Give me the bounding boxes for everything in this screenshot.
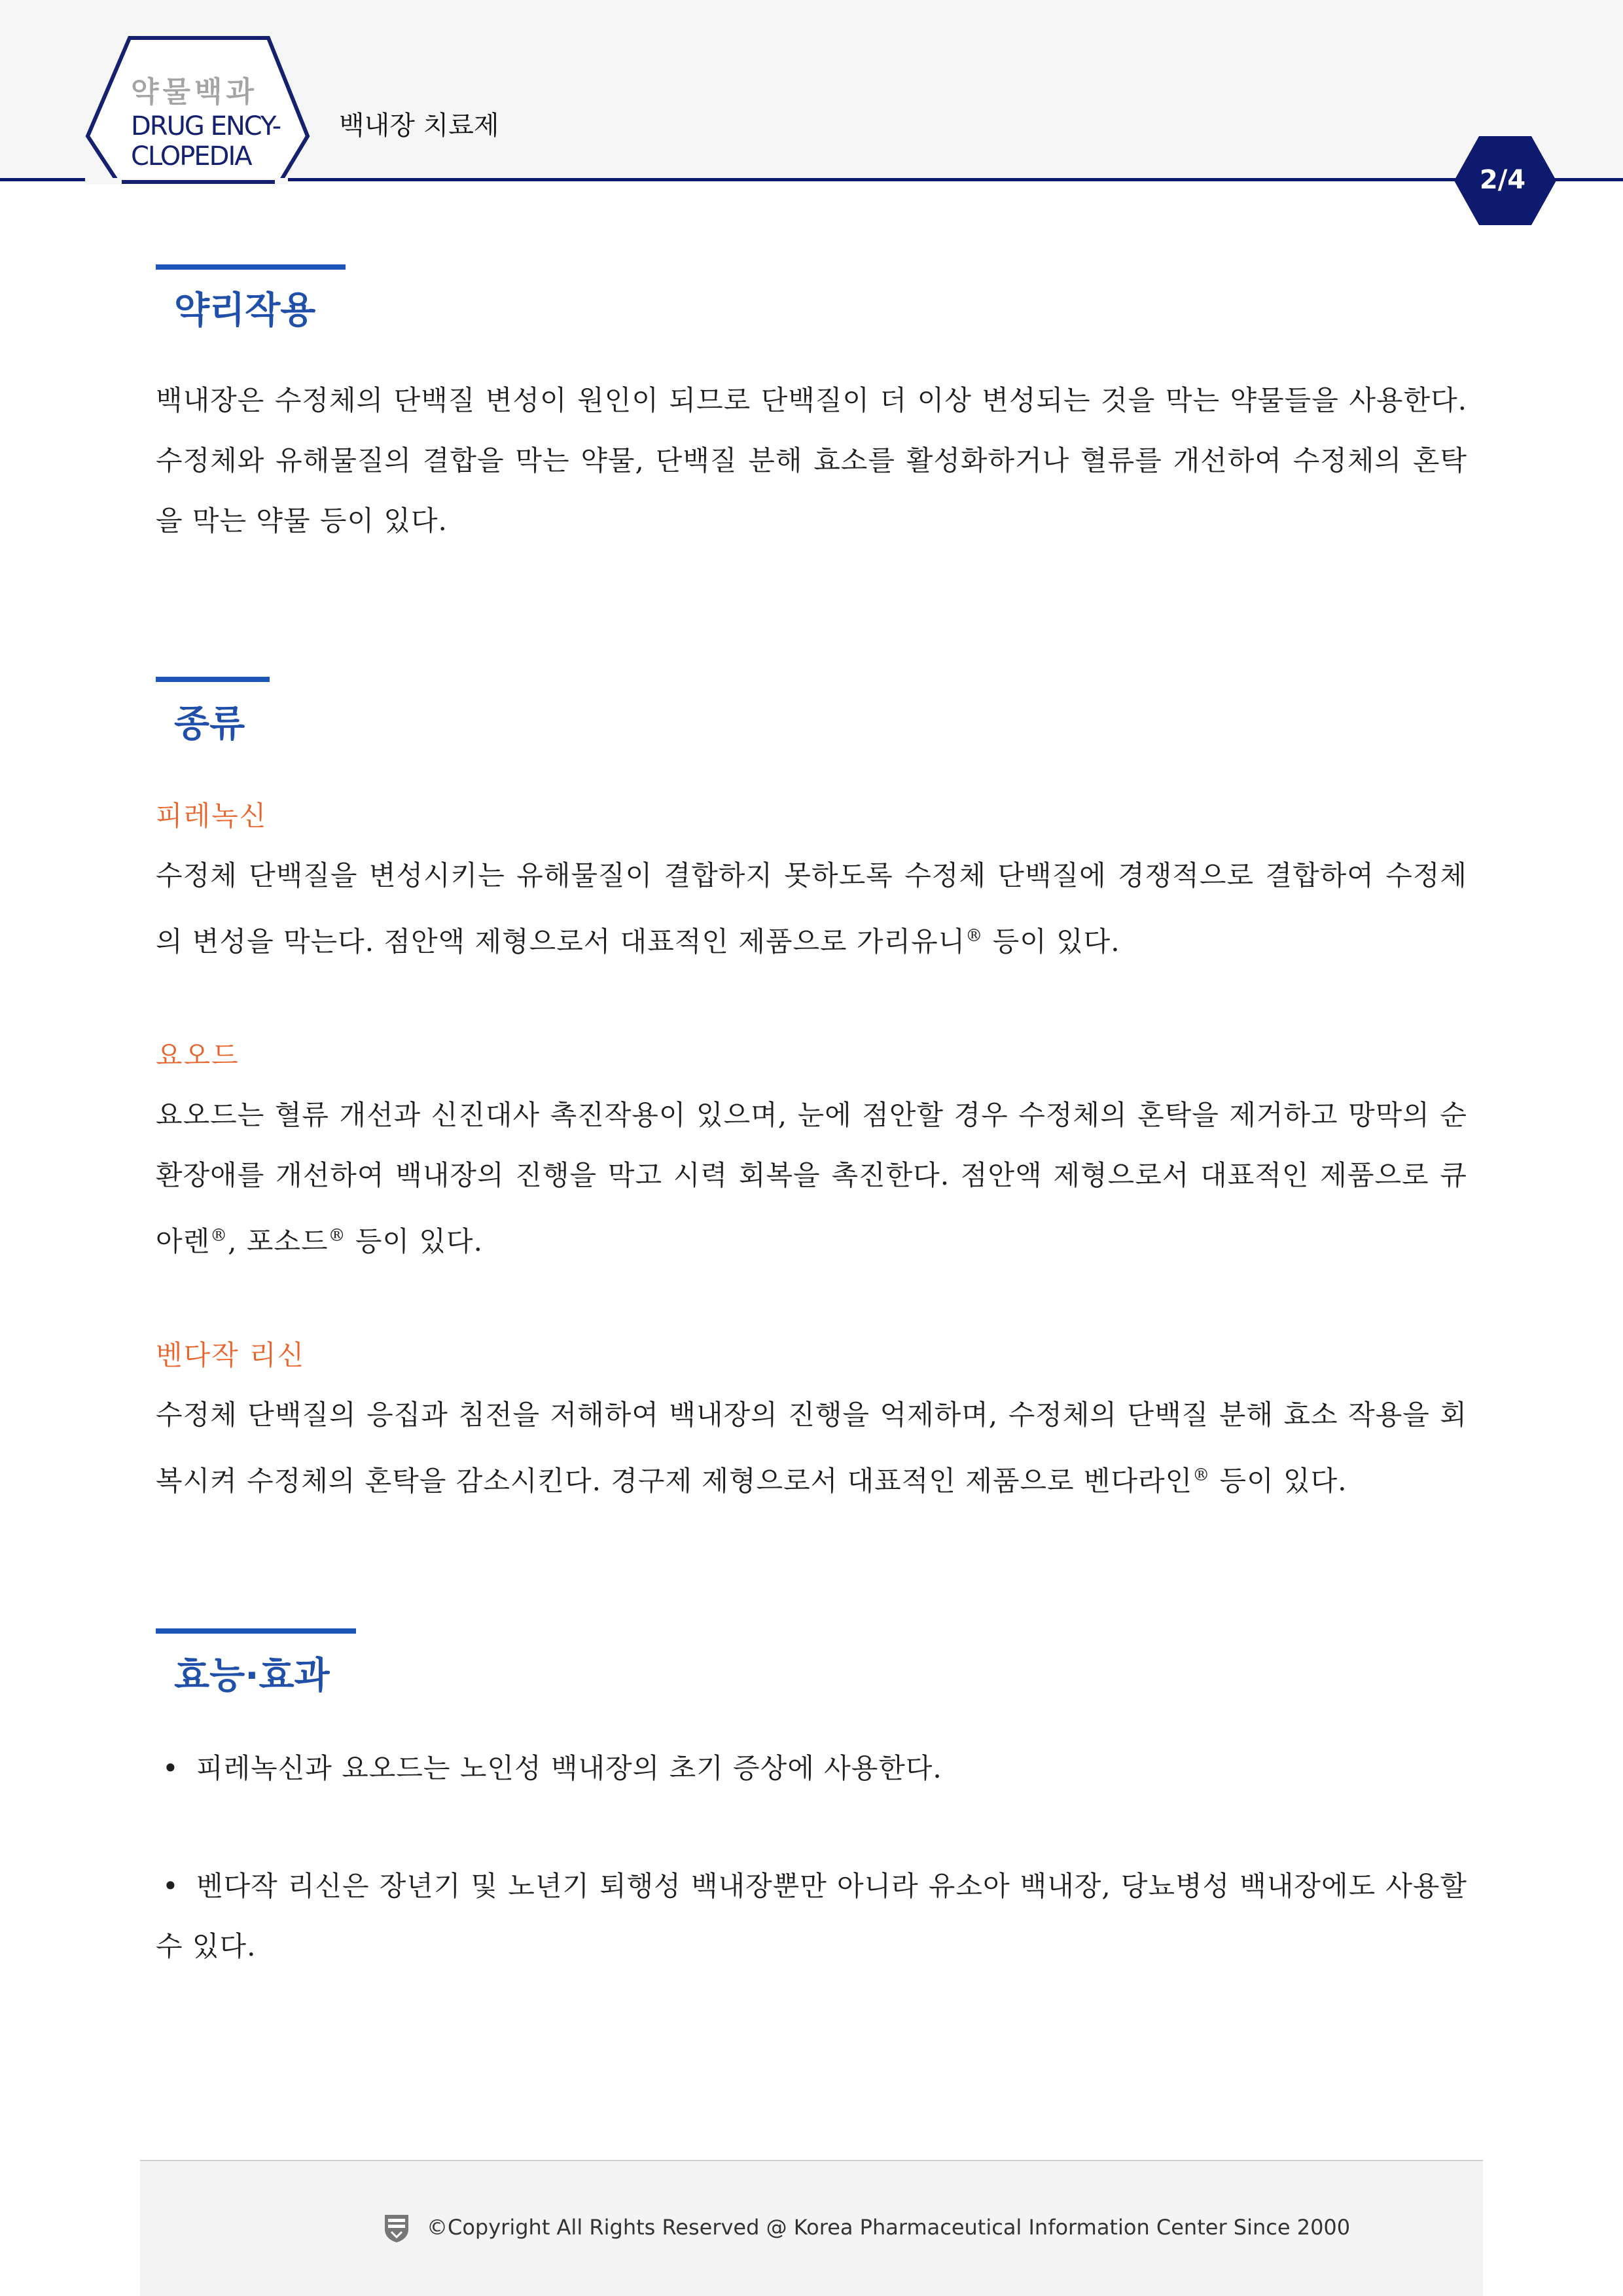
section-accent-bar <box>156 1628 356 1634</box>
logo-english-line1: DRUG ENCY- <box>131 111 281 141</box>
subheading-iodine: 요오드 <box>156 1039 240 1071</box>
iodine-paragraph: 요오드는 혈류 개선과 신진대사 촉진작용이 있으며, 눈에 점안할 경우 수정체의 혼탁을 제거하고 망막의 순환장애를 개선하여 백내장의 진행을 막고 시력 회복을 촉진한다. 점안액 제형으로서 대표적인 제품으로 큐아렌®, 포소드® 등이 있다. <box>156 1099 1467 1257</box>
bendazac-paragraph: 수정체 단백질의 응집과 침전을 저해하여 백내장의 진행을 억제하며, 수정체의 단백질 분해 효소 작용을 회복시켜 수정체의 혼탁을 감소시킨다. 경구제 제형으로서 대표적인 제품으로 벤다라인® 등이 있다. <box>156 1399 1467 1497</box>
pirenoxine-paragraph: 수정체 단백질을 변성시키는 유해물질이 결합하지 못하도록 수정체 단백질에 경쟁적으로 결합하여 수정체의 변성을 막는다. 점안액 제형으로서 대표적인 제품으로 가리유니® 등이 있다. <box>156 859 1467 958</box>
registered-mark: ® <box>965 926 984 946</box>
page-number: 2/4 <box>1479 165 1526 195</box>
section-title-pharmacology: 약리작용 <box>174 289 316 332</box>
footer-copyright: ©Copyright All Rights Reserved @ Korea Pharmaceutical Information Center Since 2000 <box>427 2215 1351 2240</box>
section-accent-bar <box>156 677 270 682</box>
pharmacology-paragraph: 백내장은 수정체의 단백질 변성이 원인이 되므로 단백질이 더 이상 변성되는 것을 막는 약물들을 사용한다. 수정체와 유해물질의 결합을 막는 약물, 단백질 분해 효소를 활성화하거나 혈류를 개선하여 수정체의 혼탁을 막는 약물 등이 있다. <box>156 384 1467 537</box>
section-title-types: 종류 <box>174 703 245 745</box>
logo-korean-text: 약물백과 <box>131 75 259 109</box>
logo-english-line2: CLOPEDIA <box>131 141 251 171</box>
efficacy-bullet: • 피레녹신과 요오드는 노인성 백내장의 초기 증상에 사용한다. <box>156 1738 1467 1799</box>
bullet-mark: • <box>162 1752 179 1784</box>
registered-mark: ® <box>328 1226 346 1246</box>
subheading-bendazac-lysine: 벤다작 리신 <box>156 1339 306 1371</box>
section-title-efficacy: 효능·효과 <box>174 1655 330 1697</box>
subheading-pirenoxine: 피레녹신 <box>156 800 268 832</box>
registered-mark: ® <box>210 1226 228 1246</box>
section-accent-bar <box>156 264 346 270</box>
kpic-emblem-icon <box>382 2212 411 2244</box>
efficacy-bullet: • 벤다작 리신은 장년기 및 노년기 퇴행성 백내장뿐만 아니라 유소아 백내장, 당뇨병성 백내장에도 사용할 수 있다. <box>156 1856 1467 1977</box>
document-title: 백내장 치료제 <box>339 111 499 141</box>
registered-mark: ® <box>1192 1465 1211 1485</box>
bullet-mark: • <box>162 1870 179 1902</box>
